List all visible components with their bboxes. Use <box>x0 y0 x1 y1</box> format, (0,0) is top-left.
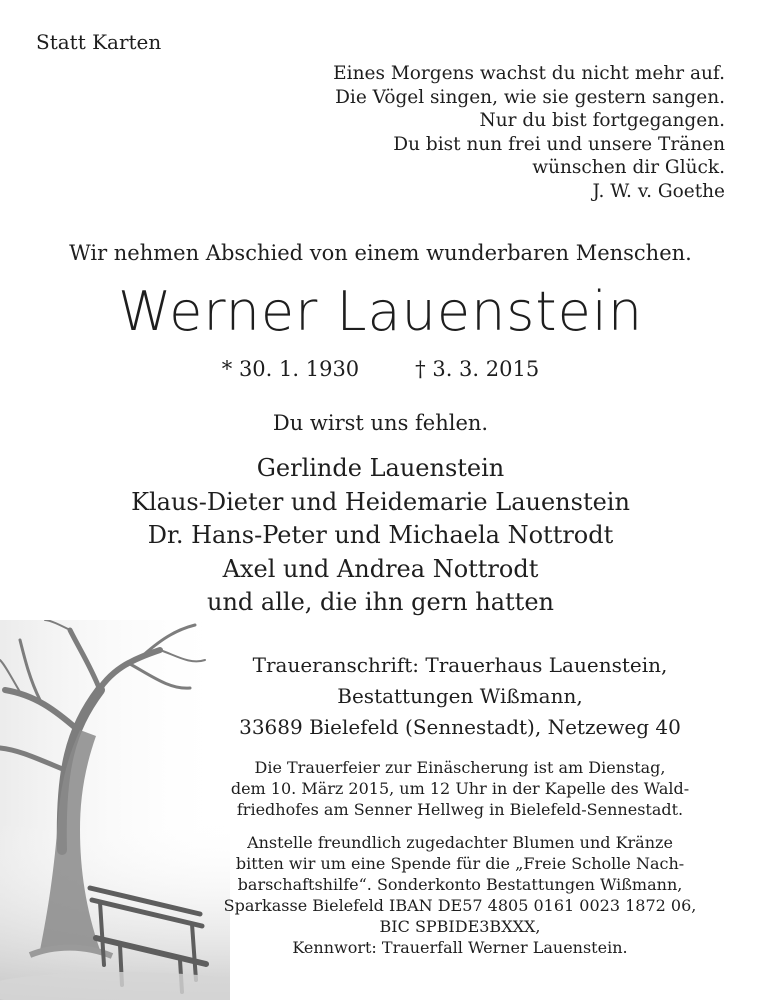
family-list <box>0 452 761 620</box>
farewell-line: Du wirst uns fehlen. <box>272 411 489 435</box>
deceased-name: Werner Lauenstein <box>117 280 644 343</box>
poem-line: Du bist nun frei und unsere Tränen <box>393 133 725 155</box>
service-line: dem 10. März 2015, um 12 Uhr in der Kapelle des Wald- <box>230 779 690 798</box>
statt-karten-label: Statt Karten <box>36 30 162 54</box>
goethe-poem <box>265 62 725 203</box>
donation-line: BIC SPBIDE3BXXX, <box>379 917 541 936</box>
mourning-address <box>180 650 740 743</box>
family-member: Dr. Hans-Peter und Michaela Nottrodt <box>147 521 614 549</box>
donation-line: bitten wir um eine Spende für die „Freie Scholle Nach- <box>235 854 685 873</box>
family-member: Axel und Andrea Nottrodt <box>222 554 539 583</box>
poem-author: J. W. v. Goethe <box>592 180 725 202</box>
poem-line: Die Vögel singen, wie sie gestern sangen. <box>335 86 725 108</box>
funeral-service-info <box>190 757 730 820</box>
donation-line: barschaftshilfe“. Sonderkonto Bestattungen Wißmann, <box>237 875 683 894</box>
service-line: friedhofes am Senner Hellweg in Bielefeld-Sennestadt. <box>236 800 684 819</box>
donation-info <box>190 832 730 958</box>
poem-line: Eines Morgens wachst du nicht mehr auf. <box>333 63 725 84</box>
farewell-intro: Wir nehmen Abschied von einem wunderbaren Menschen. <box>69 241 692 265</box>
address-line: Traueranschrift: Trauerhaus Lauenstein, <box>252 653 668 677</box>
poem-line: Nur du bist fortgegangen. <box>479 110 725 131</box>
donation-line: Kennwort: Trauerfall Werner Lauenstein. <box>292 938 628 957</box>
family-member: und alle, die ihn gern hatten <box>207 588 554 616</box>
death-date: † 3. 3. 2015 <box>415 357 540 381</box>
family-member: Gerlinde Lauenstein <box>256 454 505 482</box>
family-member: Klaus-Dieter und Heidemarie Lauenstein <box>131 487 630 516</box>
life-dates <box>0 354 761 384</box>
address-line: Bestattungen Wißmann, <box>337 684 583 708</box>
donation-line: Anstelle freundlich zugedachter Blumen und Kränze <box>247 833 673 852</box>
birth-date: * 30. 1. 1930 <box>221 357 360 381</box>
donation-line: Sparkasse Bielefeld IBAN DE57 4805 0161 0023 1872 06, <box>223 896 697 915</box>
service-line: Die Trauerfeier zur Einäscherung ist am Dienstag, <box>254 758 666 777</box>
address-line: 33689 Bielefeld (Sennestadt), Netzeweg 40 <box>239 715 681 739</box>
poem-line: wünschen dir Glück. <box>532 157 725 178</box>
